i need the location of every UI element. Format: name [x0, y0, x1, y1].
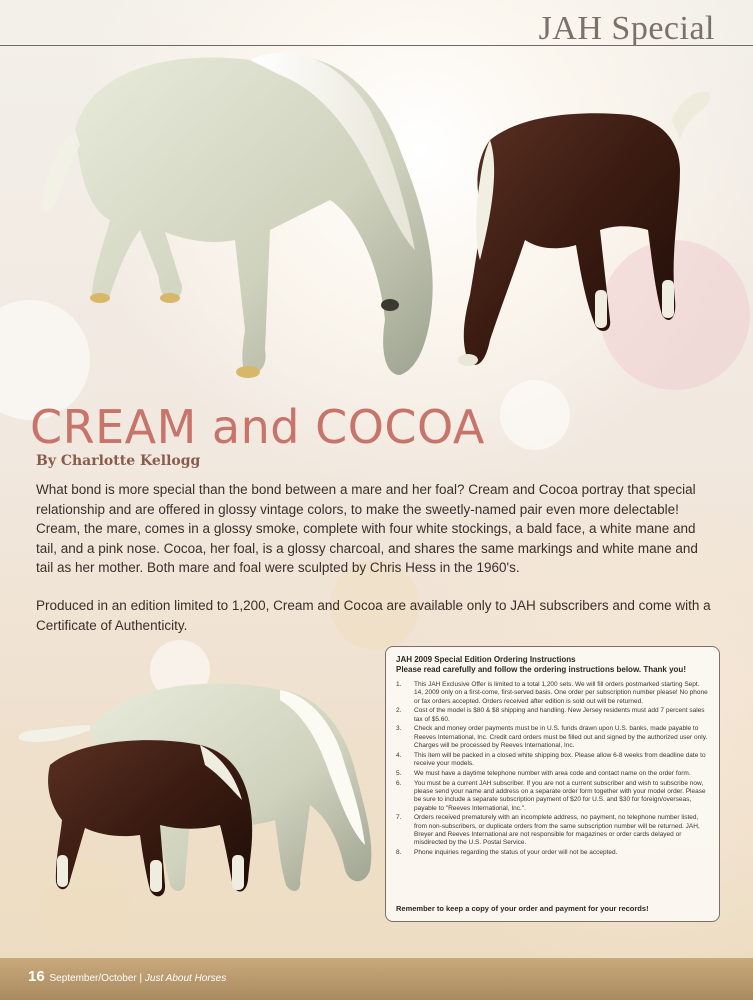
list-item [396, 681, 709, 706]
item-text: We must have a daytime telephone number with area code and contact name on the order form. [414, 769, 691, 777]
item-number: 8. [396, 849, 402, 857]
list-item [396, 752, 709, 769]
item-number: 4. [396, 751, 402, 759]
page-number: 16 [28, 968, 45, 985]
list-item [396, 770, 709, 778]
footer-text [28, 968, 226, 985]
item-text: Check and money order payments must be in U.S. funds drawn upon U.S. banks, made payable to Reeves International, Inc. Credit card orders must be filled out and signed by the authorized user only. Charges will be processed by Reeves International, Inc. [414, 725, 708, 750]
magazine-name: Just About Horses [144, 973, 227, 984]
list-item [396, 780, 709, 813]
bokeh-decoration [500, 380, 570, 450]
item-number: 6. [396, 779, 402, 787]
item-text: You must be a current JAH subscriber. If you are not a current subscriber and wish to subscribe now, please send your name and address on a separate order form together with your model order. Please be sure to include a separate subscription payment of $20 for U.S. and $30 for foreign/overseas, payable to "Reeves International, Inc.". [414, 779, 706, 812]
ordering-list [396, 681, 709, 857]
item-number: 7. [396, 814, 402, 822]
item-text: Orders received prematurely with an incomplete address, no payment, no telephone number listed, from non-subscribers, or duplicate orders from the same subscription number will be returned. JAH, Breyer and Reeves International are not responsible for magazines or order cards delayed or misdirected by the U.S. Postal Service. [414, 814, 700, 847]
footer-separator: | [139, 973, 143, 984]
issue-label: September/October [49, 973, 137, 984]
page-footer [0, 958, 753, 1000]
item-number: 3. [396, 725, 402, 733]
item-text: This item will be packed in a closed white shipping box. Please allow 6-8 weeks from deadline date to receive your models. [414, 751, 706, 768]
list-item [396, 707, 709, 724]
item-number: 5. [396, 769, 402, 777]
list-item [396, 814, 709, 847]
item-text: Phone inquiries regarding the status of your order will not be accepted. [414, 849, 618, 857]
ordering-instructions-box [385, 646, 720, 922]
article-byline: By Charlotte Kellogg [36, 453, 201, 469]
ordering-title: JAH 2009 Special Edition Ordering Instructions [396, 655, 576, 664]
item-text: Cost of the model is $80 & $8 shipping and handling. New Jersey residents must add 7 percent sales tax of $5.60. [414, 707, 705, 723]
list-item [396, 849, 709, 857]
article-paragraph: Produced in an edition limited to 1,200, Cream and Cocoa are available only to JAH subscribers and come with a Certificate of Authenticity. [36, 598, 711, 633]
mare-and-foal-photo-top [20, 20, 720, 390]
item-number: 1. [396, 681, 402, 688]
mare-and-foal-photo-bottom [10, 670, 385, 940]
article-paragraph: What bond is more special than the bond between a mare and her foal? Cream and Cocoa portray that special relationship and are offered in glossy vintage colors, to make the sweetly-named pair even more delectable! Cream, the mare, comes in a glossy smoke, complete with four white stockings, a bald face, a white mane and tail, and a pink nose. Cocoa, her foal, is a glossy charcoal, and shares the same markings and white mane and tail as her mother. Both mare and foal were sculpted by Chris Hess in the 1960's. [36, 482, 698, 575]
article-title: CREAM and COCOA [30, 400, 485, 454]
item-number: 2. [396, 707, 402, 715]
section-title: JAH Special [538, 10, 715, 47]
item-text: This JAH Exclusive Offer is limited to a total 1,200 sets. We will fill orders postmarked starting Sept. 14, 2009 only on a first-come, first-served basis. One order per subscription number please! No phone or fax orders accepted. Orders received after edition is sold out will be returned. [414, 681, 708, 705]
ordering-subtitle: Please read carefully and follow the ordering instructions below. Thank you! [396, 665, 686, 674]
list-item [396, 725, 709, 750]
ordering-footer-note: Remember to keep a copy of your order and payment for your records! [396, 904, 649, 913]
